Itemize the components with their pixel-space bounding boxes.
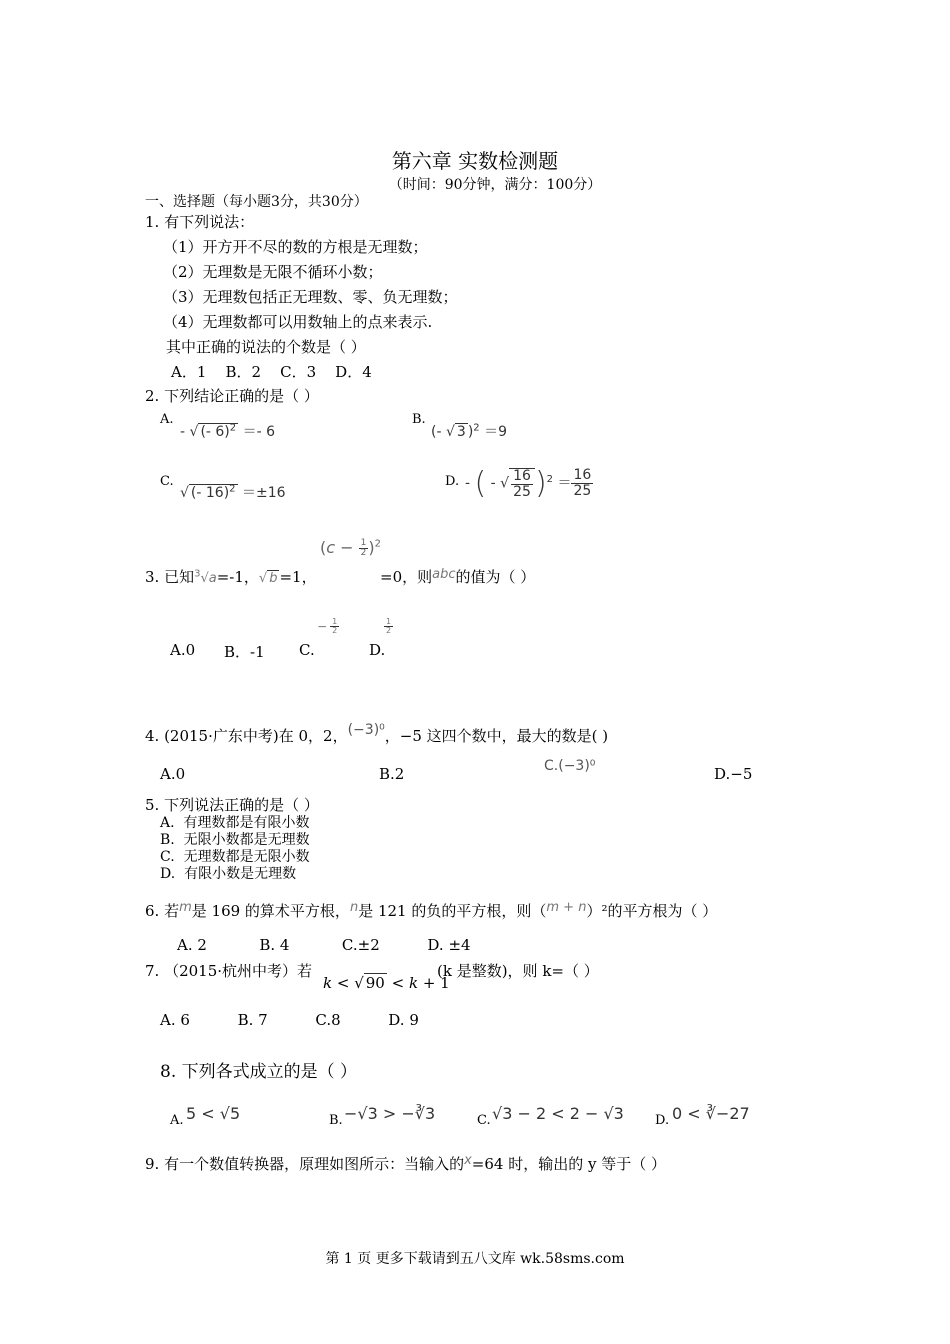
q2-option-a-tail: ＝- 6 — [242, 424, 276, 440]
q1-item-3: （3）无理数包括正无理数、零、负无理数； — [163, 288, 458, 306]
q3-option-d-label: D. — [369, 641, 386, 659]
q4-option-d: D.−5 — [714, 765, 753, 783]
q2-option-d-frac-2: $\frac{16}{25}$ — [573, 467, 592, 499]
q8-option-b: −√3 > −∛3 — [344, 1104, 436, 1123]
q1-item-4: （4）无理数都可以用数轴上的点来表示. — [163, 313, 433, 331]
q2-option-b-expr: (- √ 3 )$^2$ ＝9 — [431, 422, 508, 440]
q2-option-c-tail: ＝±16 — [242, 485, 286, 501]
q6-stem: 6. 若m是 169 的算术平方根，n是 121 的负的平方根，则（m + n）²的平方根为（ ） — [145, 900, 718, 920]
q1-stem: 1. 有下列说法： — [145, 213, 255, 231]
q6-options: A. 2 B. 4 C.±2 D. ±4 — [177, 936, 471, 954]
q7-inequality: k < √ 90 < k + 1 — [323, 974, 450, 992]
q5-option-b: B. 无限小数都是无理数 — [160, 832, 310, 848]
q1-ask: 其中正确的说法的个数是（ ） — [166, 338, 366, 356]
q8-option-b-label: B. — [329, 1113, 343, 1128]
q2-option-d-eq: ＝ — [557, 475, 572, 492]
q5-option-c: C. 无理数都是无限小数 — [160, 849, 310, 865]
q3-option-b: B．-1 — [224, 643, 265, 661]
q8-stem: 8. 下列各式成立的是（ ） — [160, 1062, 358, 1082]
q1-item-1: （1）开方开不尽的数的方根是无理数； — [163, 238, 428, 256]
page-title: 第六章 实数检测题 — [391, 149, 559, 173]
q2-option-a-label: A. — [160, 412, 174, 427]
q8-option-c: √3 − 2 < 2 − √3 — [492, 1104, 624, 1123]
q1-item-2: （2）无理数是无限不循环小数； — [163, 263, 383, 281]
q8-option-c-label: C. — [477, 1113, 491, 1128]
q5-option-d: D. 有限小数是无理数 — [160, 866, 297, 882]
page-subtitle: （时间：90分钟，满分：100分） — [388, 177, 602, 193]
page-footer: 第 1 页 更多下载请到五八文库 wk.58sms.com — [325, 1251, 625, 1267]
q2-option-d-frac-1: $\frac{16}{25}$ — [509, 468, 535, 499]
q4-option-c: C.(−3)⁰ — [544, 758, 596, 774]
q1-options: A．1 B．2 C．3 D．4 — [171, 363, 372, 381]
q7-stem-prefix: 7. （2015·杭州中考）若 — [145, 962, 313, 980]
q2-option-d-label: D. — [445, 474, 460, 489]
q8-option-d: 0 < ∛−27 — [672, 1104, 750, 1123]
q2-option-c-expr: √ (- 16)$^2$ ＝±16 — [180, 483, 286, 501]
q2-option-b-label: B. — [412, 412, 426, 427]
q2-option-d-expr: - ( - √ $\frac{16}{25}$ )$^2$ ＝ $\frac{16}{25}$ — [465, 466, 592, 501]
q3-option-d-expr: $\frac{1}{2}$ — [386, 617, 392, 636]
q3-stem-tail: =0，则abc的值为（ ） — [380, 567, 536, 586]
q6-m-plus-n: m + n — [546, 900, 587, 915]
q3-expr-c: (c − $\frac{1}{2}$ )$^2$ — [320, 537, 381, 558]
q5-option-a: A. 有理数都是有限小数 — [160, 815, 310, 831]
q7-stem-suffix: (k 是整数)，则 k=（ ） — [437, 962, 599, 980]
q2-option-c-label: C. — [160, 474, 174, 489]
q5-stem: 5. 下列说法正确的是（ ） — [145, 796, 319, 814]
q3-option-c-label: C. — [299, 641, 315, 659]
q4-stem: 4. (2015·广东中考)在 0，2，(−3)⁰，−5 这四个数中，最大的数是( ) — [145, 722, 609, 745]
q2-option-b-tail: ＝9 — [484, 424, 508, 440]
q2-option-a-expr: - √ (- 6)$^2$ ＝- 6 — [180, 422, 276, 440]
q9-stem: 9. 有一个数值转换器，原理如图所示：当输入的x=64 时，输出的 y 等于（ ） — [145, 1153, 666, 1173]
q3-option-a: A.0 — [170, 641, 196, 659]
q8-option-d-label: D. — [655, 1113, 670, 1128]
section-heading: 一、选择题（每小题3分，共30分） — [145, 194, 368, 210]
q8-option-a: 5 < √5 — [186, 1104, 241, 1123]
q4-option-b: B.2 — [379, 765, 405, 783]
q4-option-a: A.0 — [160, 765, 186, 783]
q3-option-c-expr: − $\frac{1}{2}$ — [317, 617, 338, 636]
q3-stem: 3. 已知$^3$√a=-1，√ b =1， — [145, 568, 317, 586]
q7-options: A. 6 B. 7 C.8 D. 9 — [160, 1011, 419, 1029]
q8-option-a-label: A. — [170, 1113, 184, 1128]
q2-stem: 2. 下列结论正确的是（ ） — [145, 387, 319, 405]
